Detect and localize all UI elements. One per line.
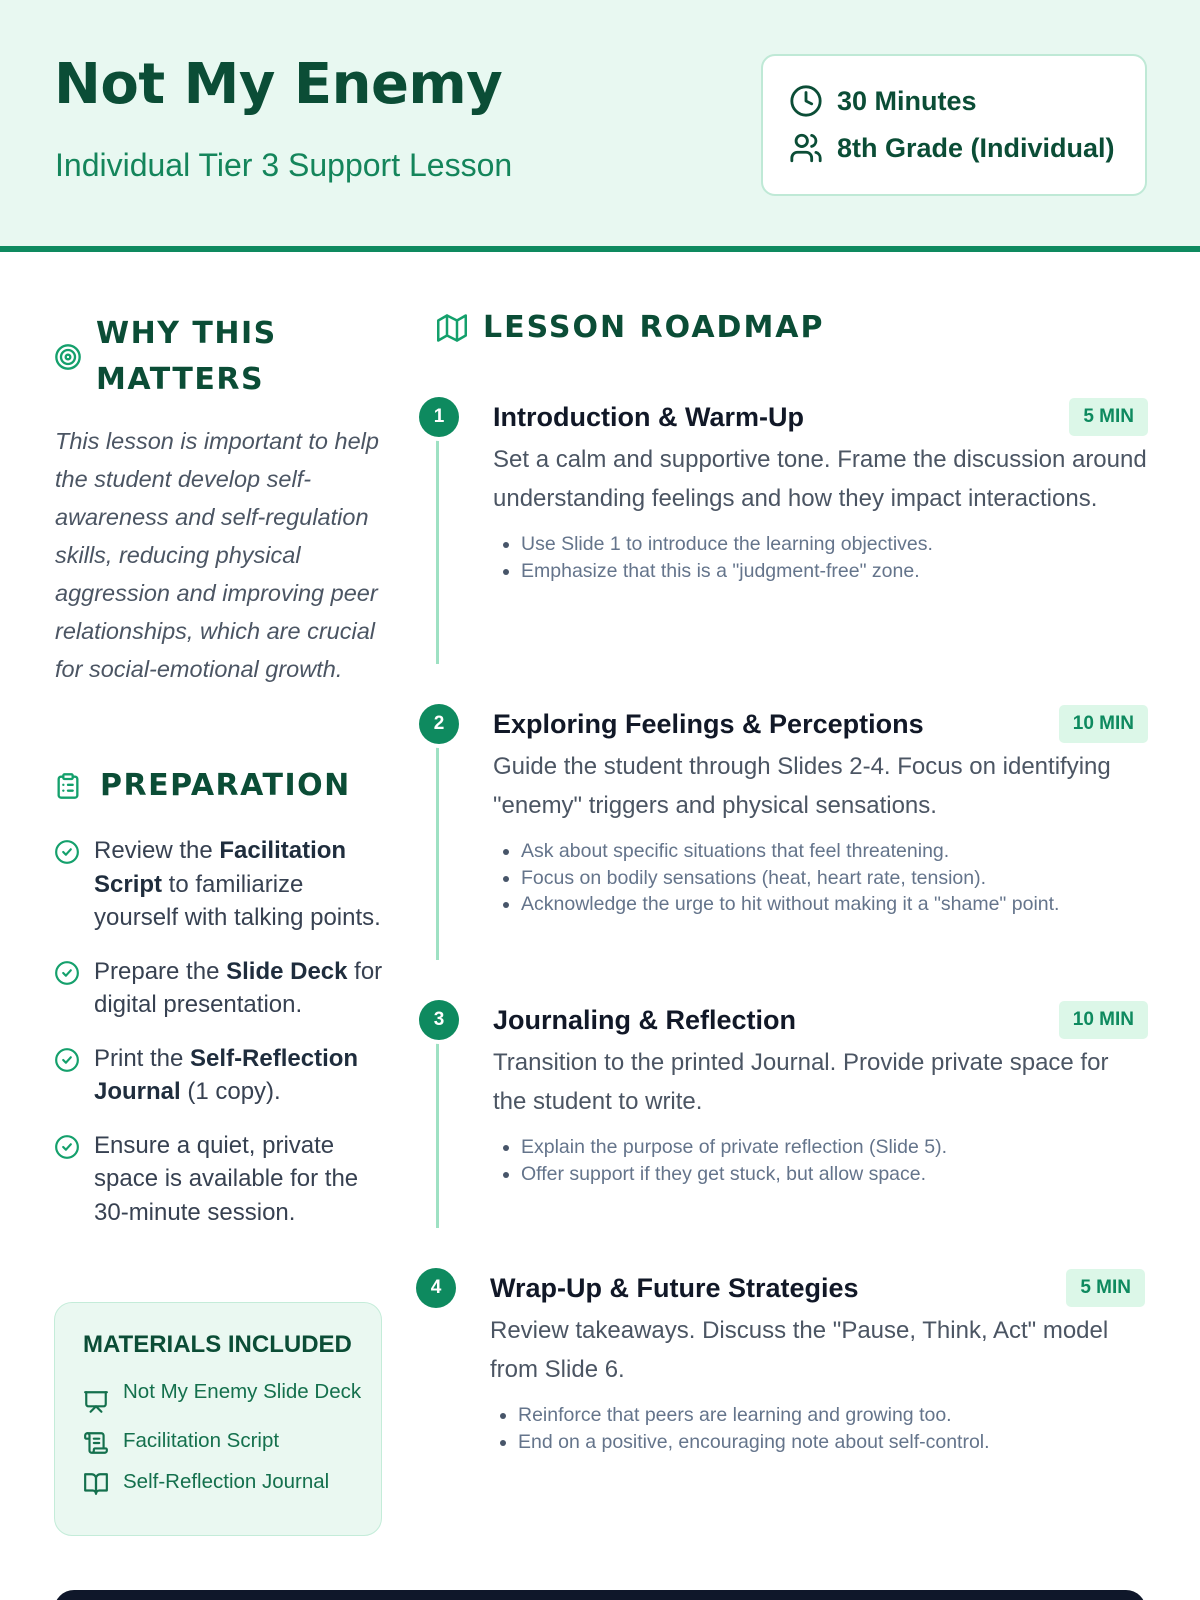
presentation-icon [83, 1389, 109, 1415]
bullet-item: • Explain the purpose of private reflection (Slide 5). [521, 1134, 1148, 1161]
step-time-badge: 5 MIN [1066, 1269, 1145, 1307]
timeline-connector [436, 1020, 439, 1228]
step-number: 4 [416, 1268, 456, 1308]
bullet-item: • Reinforce that peers are learning and growing too. [518, 1402, 1145, 1429]
material-item[interactable] [83, 1428, 363, 1456]
step-bullets [493, 838, 1148, 918]
book-icon [83, 1471, 109, 1497]
material-item[interactable] [83, 1379, 363, 1415]
users-icon [789, 131, 823, 165]
bullet-item: • Use Slide 1 to introduce the learning objectives. [521, 531, 1148, 558]
step-description: Guide the student through Slides 2-4. Focus on identifying "enemy" triggers and physical sensations. [493, 753, 1111, 819]
lesson-header [0, 0, 1200, 252]
preparation-heading [54, 768, 351, 803]
timeline-connector [436, 416, 439, 664]
clock-icon [789, 84, 823, 118]
why-heading [54, 311, 336, 403]
why-text: This lesson is important to help the student develop self-awareness and self-regulation skills, reducing physical aggression and improving peer relationships, which are crucial for social-emotional growth. [55, 428, 379, 682]
roadmap-heading-text: LESSON ROADMAP [483, 310, 825, 345]
step-time-badge: 10 MIN [1059, 705, 1148, 743]
bullet-item: • End on a positive, encouraging note about self-control. [518, 1429, 1145, 1456]
step-number: 3 [419, 1000, 459, 1040]
step-title: Journaling & Reflection [493, 1005, 797, 1035]
step-description: Review takeaways. Discuss the "Pause, Think, Act" model from Slide 6. [490, 1317, 1109, 1383]
lesson-meta-card [761, 54, 1147, 196]
bullet-item: • Ask about specific situations that feel threatening. [521, 838, 1148, 865]
materials-heading: MATERIALS INCLUDED [83, 1331, 352, 1358]
step-bullets [493, 1134, 1148, 1187]
material-item[interactable] [83, 1469, 363, 1497]
materials-list [83, 1379, 363, 1510]
page-title: Not My Enemy [54, 52, 503, 117]
checklist-item [54, 1129, 384, 1230]
roadmap-heading [437, 310, 825, 345]
step-title: Wrap-Up & Future Strategies [490, 1273, 859, 1303]
checklist-item [54, 834, 384, 935]
step-bullets [493, 531, 1148, 584]
check-circle-icon [54, 960, 80, 986]
preparation-heading-text: PREPARATION [100, 768, 351, 803]
why-heading-text: WHY THIS MATTERS [96, 316, 277, 397]
checklist-item [54, 1042, 384, 1109]
timeline-connector [436, 723, 439, 960]
duration-text: 30 Minutes [837, 85, 977, 116]
material-label: Self-Reflection Journal [123, 1470, 330, 1493]
roadmap-step [493, 707, 1148, 918]
step-number: 2 [419, 704, 459, 744]
footer-bar [54, 1590, 1146, 1600]
step-description: Set a calm and supportive tone. Frame the discussion around understanding feelings and how they impact interactions. [493, 446, 1147, 512]
step-number: 1 [419, 397, 459, 437]
audience-text: 8th Grade (Individual) [837, 132, 1115, 163]
step-time-badge: 10 MIN [1059, 1001, 1148, 1039]
target-icon [54, 343, 82, 371]
page-subtitle: Individual Tier 3 Support Lesson [55, 147, 513, 183]
bullet-item: • Acknowledge the urge to hit without making it a "shame" point. [521, 891, 1148, 918]
checklist-text: Print the Self-Reflection Journal (1 copy). [94, 1044, 359, 1105]
bullet-item: • Offer support if they get stuck, but allow space. [521, 1161, 1148, 1188]
bullet-item: • Emphasize that this is a "judgment-free" zone. [521, 558, 1148, 585]
step-bullets [490, 1402, 1145, 1455]
step-title: Introduction & Warm-Up [493, 402, 804, 432]
duration-row [789, 84, 977, 118]
material-label: Facilitation Script [123, 1429, 280, 1452]
check-circle-icon [54, 1134, 80, 1160]
step-time-badge: 5 MIN [1069, 398, 1148, 436]
check-circle-icon [54, 839, 80, 865]
script-icon [83, 1430, 109, 1456]
roadmap-step [493, 1003, 1148, 1187]
audience-row [789, 131, 1115, 165]
materials-box [54, 1302, 382, 1536]
checklist-item [54, 955, 384, 1022]
check-circle-icon [54, 1047, 80, 1073]
roadmap-step [493, 400, 1148, 584]
step-title: Exploring Feelings & Perceptions [493, 709, 924, 739]
roadmap-step [490, 1271, 1145, 1455]
checklist-text: Ensure a quiet, private space is available for the 30-minute session. [94, 1131, 359, 1226]
clipboard-icon [54, 770, 82, 802]
checklist-text: Review the Facilitation Script to familiarize yourself with talking points. [94, 837, 381, 931]
checklist-text: Prepare the Slide Deck for digital presentation. [94, 957, 383, 1018]
bullet-item: • Focus on bodily sensations (heat, heart rate, tension). [521, 865, 1148, 892]
map-icon [437, 313, 467, 343]
step-description: Transition to the printed Journal. Provide private space for the student to write. [493, 1049, 1109, 1115]
material-label: Not My Enemy Slide Deck [123, 1380, 362, 1403]
preparation-checklist [54, 834, 384, 1249]
